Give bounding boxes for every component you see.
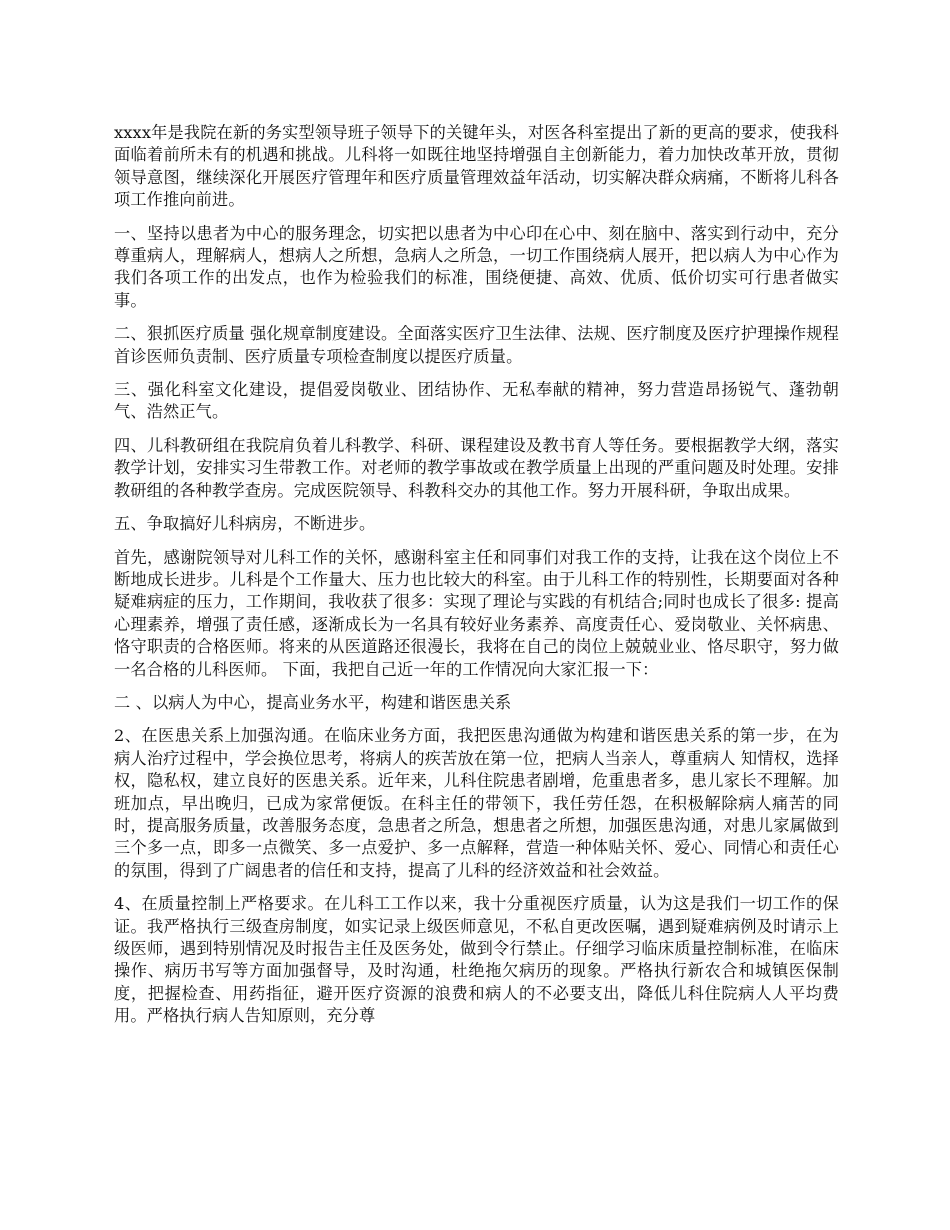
paragraph-section-5: 五、争取搞好儿科病房，不断进步。 — [114, 514, 376, 534]
paragraph-quality-control: 4、在质量控制上严格要求。在儿科工工作以来，我十分重视医疗质量，认为这是我们一切工作的保证。我严格执行三级查房制度，如实记录上级医师意见，不私自更改医嘱，遇到疑难病例及时请示上级医师，遇到特别情况及时报告主任及医务处，做到令行禁止。仔细学习临床质量控制标准，在临床操作、病历书写等方面加强督导，及时沟通，杜绝拖欠病历的现象。严格执行新农合和城镇医保制度，把握检查、用药指征，避开医疗资源的浪费和病人的不必要支出，降低儿科住院病人人平均费用。严格执行病人告知原则，充分尊 — [114, 894, 839, 1026]
paragraph-section-2: 二、狠抓医疗质量 强化规章制度建设。全面落实医疗卫生法律、法规、医疗制度及医疗护理操作规程首诊医师负责制、医疗质量专项检查制度以提医疗质量。 — [114, 324, 839, 366]
paragraph-communication: 2、在医患关系上加强沟通。在临床业务方面，我把医患沟通做为构建和谐医患关系的第一步，在为病人治疗过程中，学会换位思考，将病人的疾苦放在第一位，把病人当亲人，尊重病人 知情权，选择权，隐私权，建立良好的医患关系。近年来，儿科住院患者剧增，危重患者多，患儿家长不理解。加班加点，早出晚归，已成为家常便饭。在科主任的带领下，我任劳任怨，在积极解除病人痛苦的同时，提高服务质量，改善服务态度，急患者之所急，想患者之所想，加强医患沟通，对患儿家属做到三个多一点，即多一点微笑、多一点爱护、多一点解释，营造一种体贴关怀、爱心、同情心和责任心的氛围，得到了广阔患者的信任和支持，提高了儿科的经济效益和社会效益。 — [114, 726, 839, 880]
paragraph-thanks: 首先，感谢院领导对儿科工作的关怀，感谢科室主任和同事们对我工作的支持，让我在这个岗位上不断地成长进步。儿科是个工作量大、压力也比较大的科室。由于儿科工作的特别性，长期要面对各种疑难病症的压力，工作期间，我收获了很多：实现了理论与实践的有机结合;同时也成长了很多: 提高心理素养，增强了责任感，逐渐成长为一名具有较好业务素养、高度责任心、爱岗敬业、关怀病患、恪守职责的合格医师。将来的从医道路还很漫长，我将在自己的岗位上兢兢业业、恪尽职守，努力做一名合格的儿科医师。 下面，我把自己近一年的工作情况向大家汇报一下： — [114, 547, 839, 679]
paragraph-section-1: 一、坚持以患者为中心的服务理念，切实把以患者为中心印在心中、刻在脑中、落实到行动中，充分尊重病人，理解病人，想病人之所想，急病人之所急，一切工作围绕病人展开，把以病人为中心作为我们各项工作的出发点，也作为检验我们的标准，围绕便捷、高效、优质、低价切实可行患者做实事。 — [114, 223, 839, 310]
paragraph-section-3: 三、强化科室文化建设，提倡爱岗敬业、团结协作、无私奉献的精神，努力营造昂扬锐气、蓬勃朝气、浩然正气。 — [114, 380, 839, 422]
paragraph-heading-patient-centered: 二 、以病人为中心，提高业务水平，构建和谐医患关系 — [114, 692, 512, 712]
paragraph-section-4: 四、儿科教研组在我院肩负着儿科教学、科研、课程建设及教书育人等任务。要根据教学大纲，落实教学计划，安排实习生带教工作。对老师的教学事故或在教学质量上出现的严重问题及时处理。安排教研组的各种教学查房。完成医院领导、科教科交办的其他工作。努力开展科研，争取出成果。 — [114, 435, 839, 500]
paragraph-intro: xxxx年是我院在新的务实型领导班子领导下的关键年头，对医各科室提出了新的更高的要求，使我科面临着前所未有的机遇和挑战。儿科将一如既往地坚持增强自主创新能力，着力加快改革开放，贯彻领导意图，继续深化开展医疗管理年和医疗质量管理效益年活动，切实解决群众病痛，不断将儿科各项工作推向前进。 — [114, 123, 839, 210]
document-page — [114, 122, 839, 1039]
